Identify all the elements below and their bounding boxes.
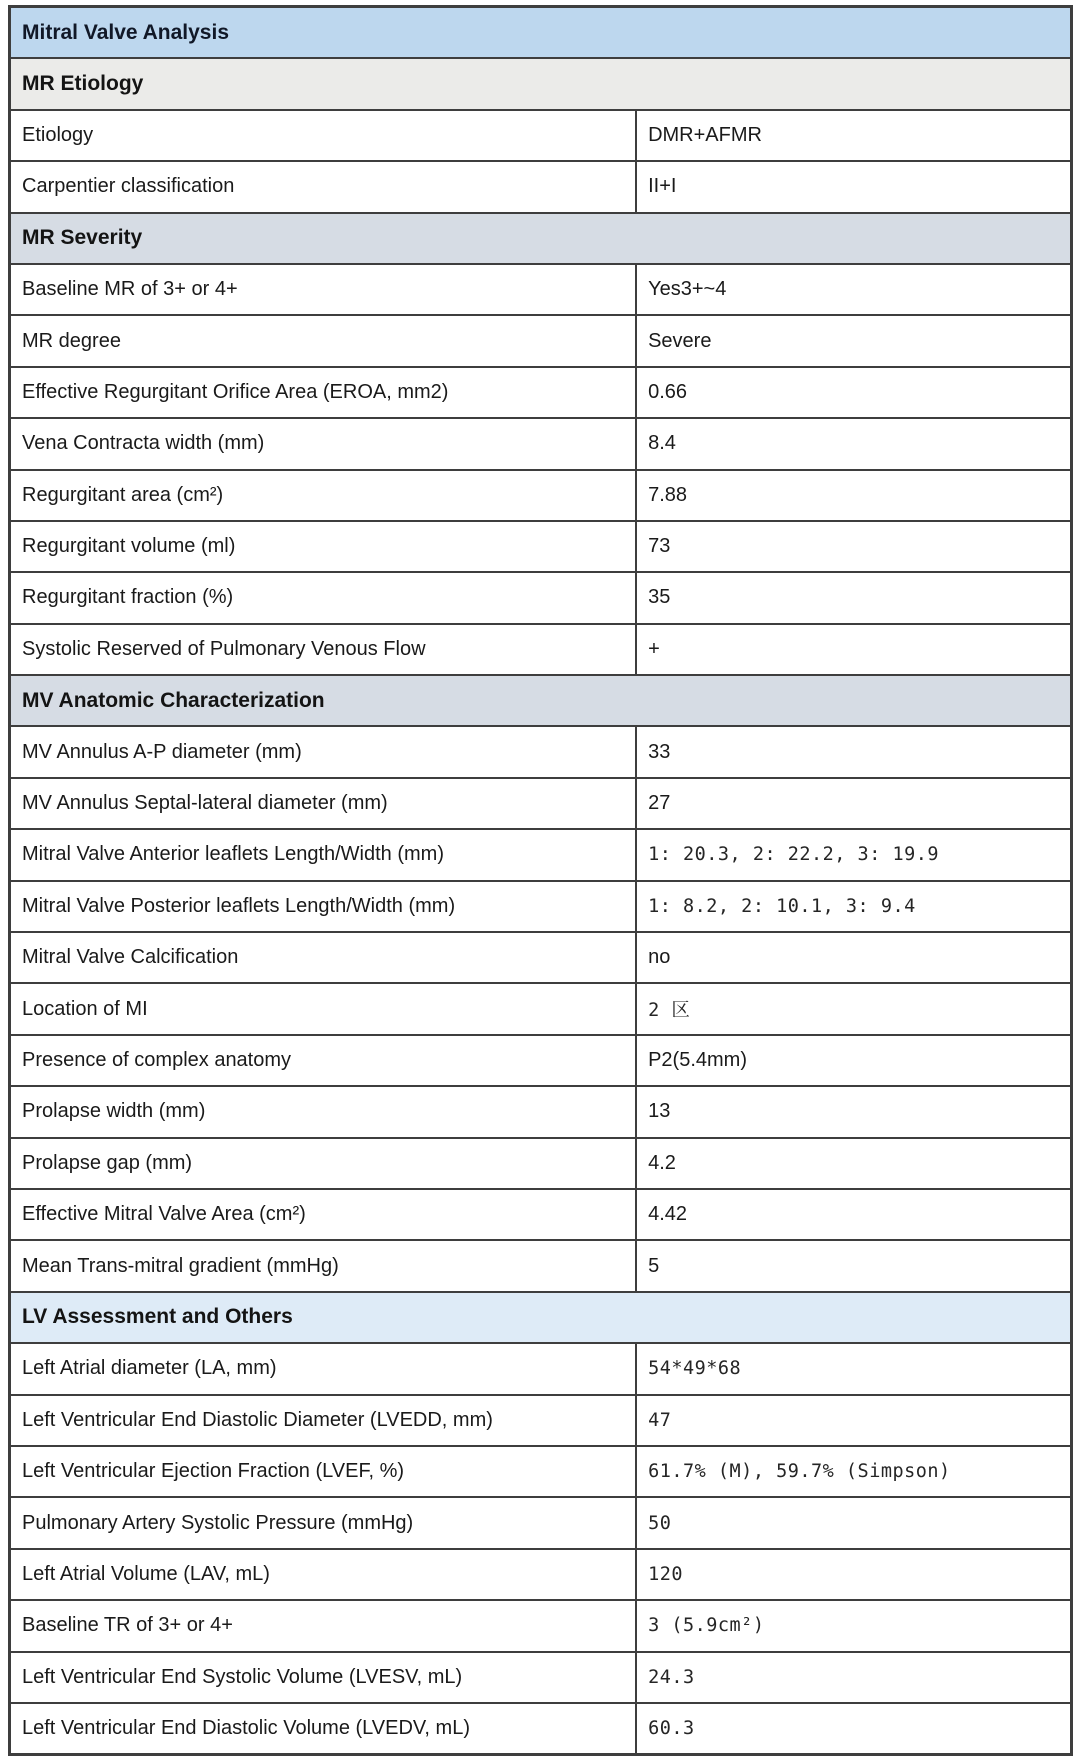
- section-header: MV Anatomic Characterization: [10, 675, 1072, 726]
- table-row: [10, 624, 1072, 675]
- table-row: [10, 1652, 1072, 1703]
- row-label: Mean Trans-mitral gradient (mmHg): [10, 1240, 637, 1291]
- table-row: [10, 829, 1072, 880]
- section-header: LV Assessment and Others: [10, 1292, 1072, 1343]
- section-header-row: [10, 213, 1072, 264]
- row-label: Mitral Valve Calcification: [10, 932, 637, 983]
- row-label: Left Ventricular End Diastolic Diameter (LVEDD, mm): [10, 1395, 637, 1446]
- row-label: Systolic Reserved of Pulmonary Venous Flow: [10, 624, 637, 675]
- row-label: Left Ventricular Ejection Fraction (LVEF, %): [10, 1446, 637, 1497]
- row-value: 7.88: [636, 470, 1071, 521]
- row-label: Location of MI: [10, 983, 637, 1034]
- row-value: 27: [636, 778, 1071, 829]
- table-row: [10, 1189, 1072, 1240]
- row-label: Left Atrial Volume (LAV, mL): [10, 1549, 637, 1600]
- table-row: [10, 1600, 1072, 1651]
- title-row: [10, 7, 1072, 59]
- page-title: Mitral Valve Analysis: [10, 7, 1072, 59]
- table-body: [10, 7, 1072, 1755]
- section-header: MR Etiology: [10, 58, 1072, 109]
- row-value: DMR+AFMR: [636, 110, 1071, 161]
- row-label: Effective Mitral Valve Area (cm²): [10, 1189, 637, 1240]
- table-row: [10, 1395, 1072, 1446]
- row-value: 120: [636, 1549, 1071, 1600]
- table-row: [10, 1446, 1072, 1497]
- row-label: Mitral Valve Anterior leaflets Length/Width (mm): [10, 829, 637, 880]
- mitral-valve-analysis-table: [8, 5, 1073, 1756]
- section-header: MR Severity: [10, 213, 1072, 264]
- table-row: [10, 1035, 1072, 1086]
- table-row: [10, 1703, 1072, 1755]
- row-value: 0.66: [636, 367, 1071, 418]
- table-row: [10, 161, 1072, 212]
- row-value: II+I: [636, 161, 1071, 212]
- row-value: Yes3+~4: [636, 264, 1071, 315]
- row-value: 54*49*68: [636, 1343, 1071, 1394]
- row-label: Carpentier classification: [10, 161, 637, 212]
- row-label: Etiology: [10, 110, 637, 161]
- row-value: 13: [636, 1086, 1071, 1137]
- table-row: [10, 881, 1072, 932]
- table-row: [10, 778, 1072, 829]
- row-label: MV Annulus A-P diameter (mm): [10, 726, 637, 777]
- table-row: [10, 1549, 1072, 1600]
- row-label: MV Annulus Septal-lateral diameter (mm): [10, 778, 637, 829]
- table-row: [10, 1343, 1072, 1394]
- row-label: MR degree: [10, 315, 637, 366]
- table-row: [10, 1240, 1072, 1291]
- table-row: [10, 315, 1072, 366]
- table-row: [10, 367, 1072, 418]
- row-value: P2(5.4mm): [636, 1035, 1071, 1086]
- row-value: 3 (5.9cm²): [636, 1600, 1071, 1651]
- row-value: 1: 20.3, 2: 22.2, 3: 19.9: [636, 829, 1071, 880]
- row-label: Left Atrial diameter (LA, mm): [10, 1343, 637, 1394]
- table-row: [10, 983, 1072, 1034]
- row-value: 50: [636, 1497, 1071, 1548]
- section-header-row: [10, 1292, 1072, 1343]
- row-value: 24.3: [636, 1652, 1071, 1703]
- row-label: Vena Contracta width (mm): [10, 418, 637, 469]
- row-value: 4.2: [636, 1138, 1071, 1189]
- table-row: [10, 1086, 1072, 1137]
- table-row: [10, 418, 1072, 469]
- row-label: Left Ventricular End Diastolic Volume (LVEDV, mL): [10, 1703, 637, 1755]
- row-label: Baseline TR of 3+ or 4+: [10, 1600, 637, 1651]
- row-label: Regurgitant area (cm²): [10, 470, 637, 521]
- row-value: 47: [636, 1395, 1071, 1446]
- table-row: [10, 470, 1072, 521]
- section-header-row: [10, 58, 1072, 109]
- row-value: 33: [636, 726, 1071, 777]
- row-label: Left Ventricular End Systolic Volume (LVESV, mL): [10, 1652, 637, 1703]
- row-value: 35: [636, 572, 1071, 623]
- table-row: [10, 1138, 1072, 1189]
- row-label: Effective Regurgitant Orifice Area (EROA, mm2): [10, 367, 637, 418]
- row-value: +: [636, 624, 1071, 675]
- row-label: Pulmonary Artery Systolic Pressure (mmHg): [10, 1497, 637, 1548]
- row-label: Prolapse width (mm): [10, 1086, 637, 1137]
- row-label: Regurgitant fraction (%): [10, 572, 637, 623]
- row-value: 5: [636, 1240, 1071, 1291]
- table-row: [10, 110, 1072, 161]
- section-header-row: [10, 675, 1072, 726]
- table-row: [10, 1497, 1072, 1548]
- table-row: [10, 572, 1072, 623]
- row-value: 8.4: [636, 418, 1071, 469]
- table-row: [10, 726, 1072, 777]
- row-label: Regurgitant volume (ml): [10, 521, 637, 572]
- row-value: Severe: [636, 315, 1071, 366]
- row-label: Prolapse gap (mm): [10, 1138, 637, 1189]
- row-value: 1: 8.2, 2: 10.1, 3: 9.4: [636, 881, 1071, 932]
- row-value: 73: [636, 521, 1071, 572]
- row-value: 61.7% (M), 59.7% (Simpson): [636, 1446, 1071, 1497]
- row-label: Baseline MR of 3+ or 4+: [10, 264, 637, 315]
- row-value: 60.3: [636, 1703, 1071, 1755]
- row-value: no: [636, 932, 1071, 983]
- table-row: [10, 932, 1072, 983]
- row-value: 4.42: [636, 1189, 1071, 1240]
- row-label: Mitral Valve Posterior leaflets Length/Width (mm): [10, 881, 637, 932]
- table-row: [10, 264, 1072, 315]
- row-value: 2 区: [636, 983, 1071, 1034]
- table-row: [10, 521, 1072, 572]
- row-label: Presence of complex anatomy: [10, 1035, 637, 1086]
